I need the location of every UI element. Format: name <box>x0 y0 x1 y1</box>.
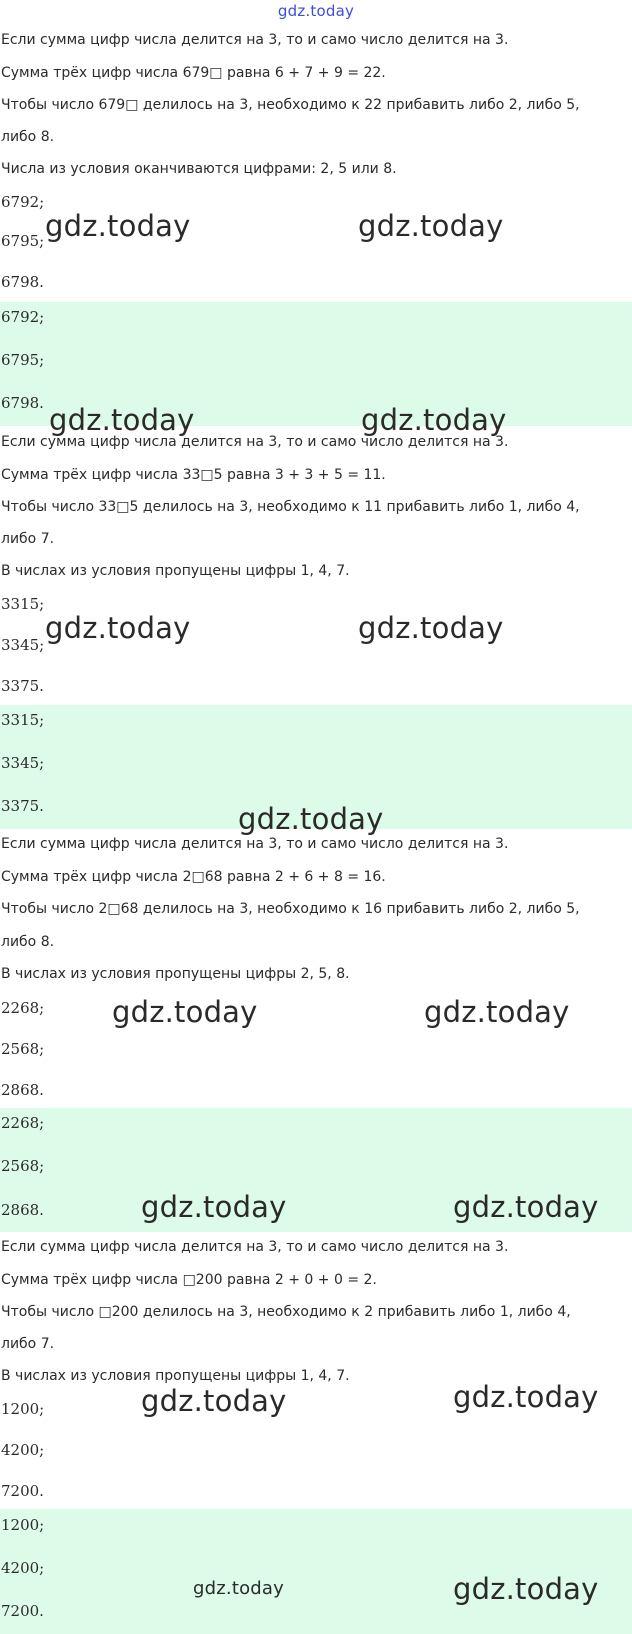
solution-number: 3375. <box>1 677 44 695</box>
digits-text: Числа из условия оканчиваются цифрами: 2, 5 или 8. <box>1 161 397 177</box>
watermark: gdz.today <box>358 209 504 243</box>
sum-text: Сумма трёх цифр числа 33□5 равна 3 + 3 + 5 = 11. <box>1 467 386 483</box>
rule-text: Если сумма цифр числа делится на 3, то и само число делится на 3. <box>1 434 509 450</box>
watermark: gdz.today <box>193 1578 285 1599</box>
condition-text: Чтобы число 679□ делилось на 3, необходимо к 22 прибавить либо 2, либо 5, <box>1 97 580 113</box>
digits-text: В числах из условия пропущены цифры 1, 4, 7. <box>1 1368 350 1384</box>
solution-number: 4200; <box>1 1441 45 1459</box>
watermark: gdz.today <box>141 1190 287 1224</box>
solution-number: 3345; <box>1 636 45 654</box>
answer-number: 3345; <box>1 754 45 772</box>
answer-number: 2868. <box>1 1201 44 1219</box>
watermark: gdz.today <box>453 1190 599 1224</box>
condition-text-cont: либо 8. <box>1 129 55 145</box>
watermark: gdz.today <box>45 209 191 243</box>
rule-text: Если сумма цифр числа делится на 3, то и само число делится на 3. <box>1 32 509 48</box>
answer-number: 2568; <box>1 1157 45 1175</box>
solution-number: 3315; <box>1 595 45 613</box>
watermark: gdz.today <box>238 802 384 836</box>
sum-text: Сумма трёх цифр числа 2□68 равна 2 + 6 + 8 = 16. <box>1 869 386 885</box>
sum-text: Сумма трёх цифр числа □200 равна 2 + 0 + 0 = 2. <box>1 1272 377 1288</box>
rule-text: Если сумма цифр числа делится на 3, то и само число делится на 3. <box>1 836 509 852</box>
digits-text: В числах из условия пропущены цифры 1, 4, 7. <box>1 563 350 579</box>
rule-text: Если сумма цифр числа делится на 3, то и само число делится на 3. <box>1 1239 509 1255</box>
solution-number: 1200; <box>1 1400 45 1418</box>
answer-number: 7200. <box>1 1602 44 1620</box>
digits-text: В числах из условия пропущены цифры 2, 5, 8. <box>1 966 350 982</box>
condition-text-cont: либо 7. <box>1 531 55 547</box>
condition-text-cont: либо 8. <box>1 934 55 950</box>
condition-text-cont: либо 7. <box>1 1336 55 1352</box>
solution-number: 6798. <box>1 273 44 291</box>
answer-number: 1200; <box>1 1516 45 1534</box>
solution-number: 6795; <box>1 232 45 250</box>
solution-number: 6792; <box>1 193 45 211</box>
answer-number: 2268; <box>1 1114 45 1132</box>
condition-text: Чтобы число 2□68 делилось на 3, необходимо к 16 прибавить либо 2, либо 5, <box>1 901 580 917</box>
answer-number: 6798. <box>1 394 44 412</box>
site-logo[interactable]: gdz.today <box>277 2 355 20</box>
answer-number: 6792; <box>1 308 45 326</box>
solution-number: 2268; <box>1 999 45 1017</box>
solution-number: 2568; <box>1 1040 45 1058</box>
watermark: gdz.today <box>453 1380 599 1414</box>
solution-number: 7200. <box>1 1482 44 1500</box>
watermark: gdz.today <box>424 995 570 1029</box>
watermark: gdz.today <box>45 611 191 645</box>
watermark: gdz.today <box>141 1384 287 1418</box>
condition-text: Чтобы число □200 делилось на 3, необходимо к 2 прибавить либо 1, либо 4, <box>1 1304 571 1320</box>
answer-number: 6795; <box>1 351 45 369</box>
condition-text: Чтобы число 33□5 делилось на 3, необходимо к 11 прибавить либо 1, либо 4, <box>1 499 580 515</box>
watermark: gdz.today <box>358 611 504 645</box>
sum-text: Сумма трёх цифр числа 679□ равна 6 + 7 + 9 = 22. <box>1 65 386 81</box>
answer-number: 3315; <box>1 711 45 729</box>
watermark: gdz.today <box>453 1572 599 1606</box>
watermark: gdz.today <box>112 995 258 1029</box>
watermark: gdz.today <box>49 403 195 437</box>
answer-number: 4200; <box>1 1559 45 1577</box>
watermark: gdz.today <box>361 403 507 437</box>
solution-number: 2868. <box>1 1081 44 1099</box>
answer-number: 3375. <box>1 797 44 815</box>
